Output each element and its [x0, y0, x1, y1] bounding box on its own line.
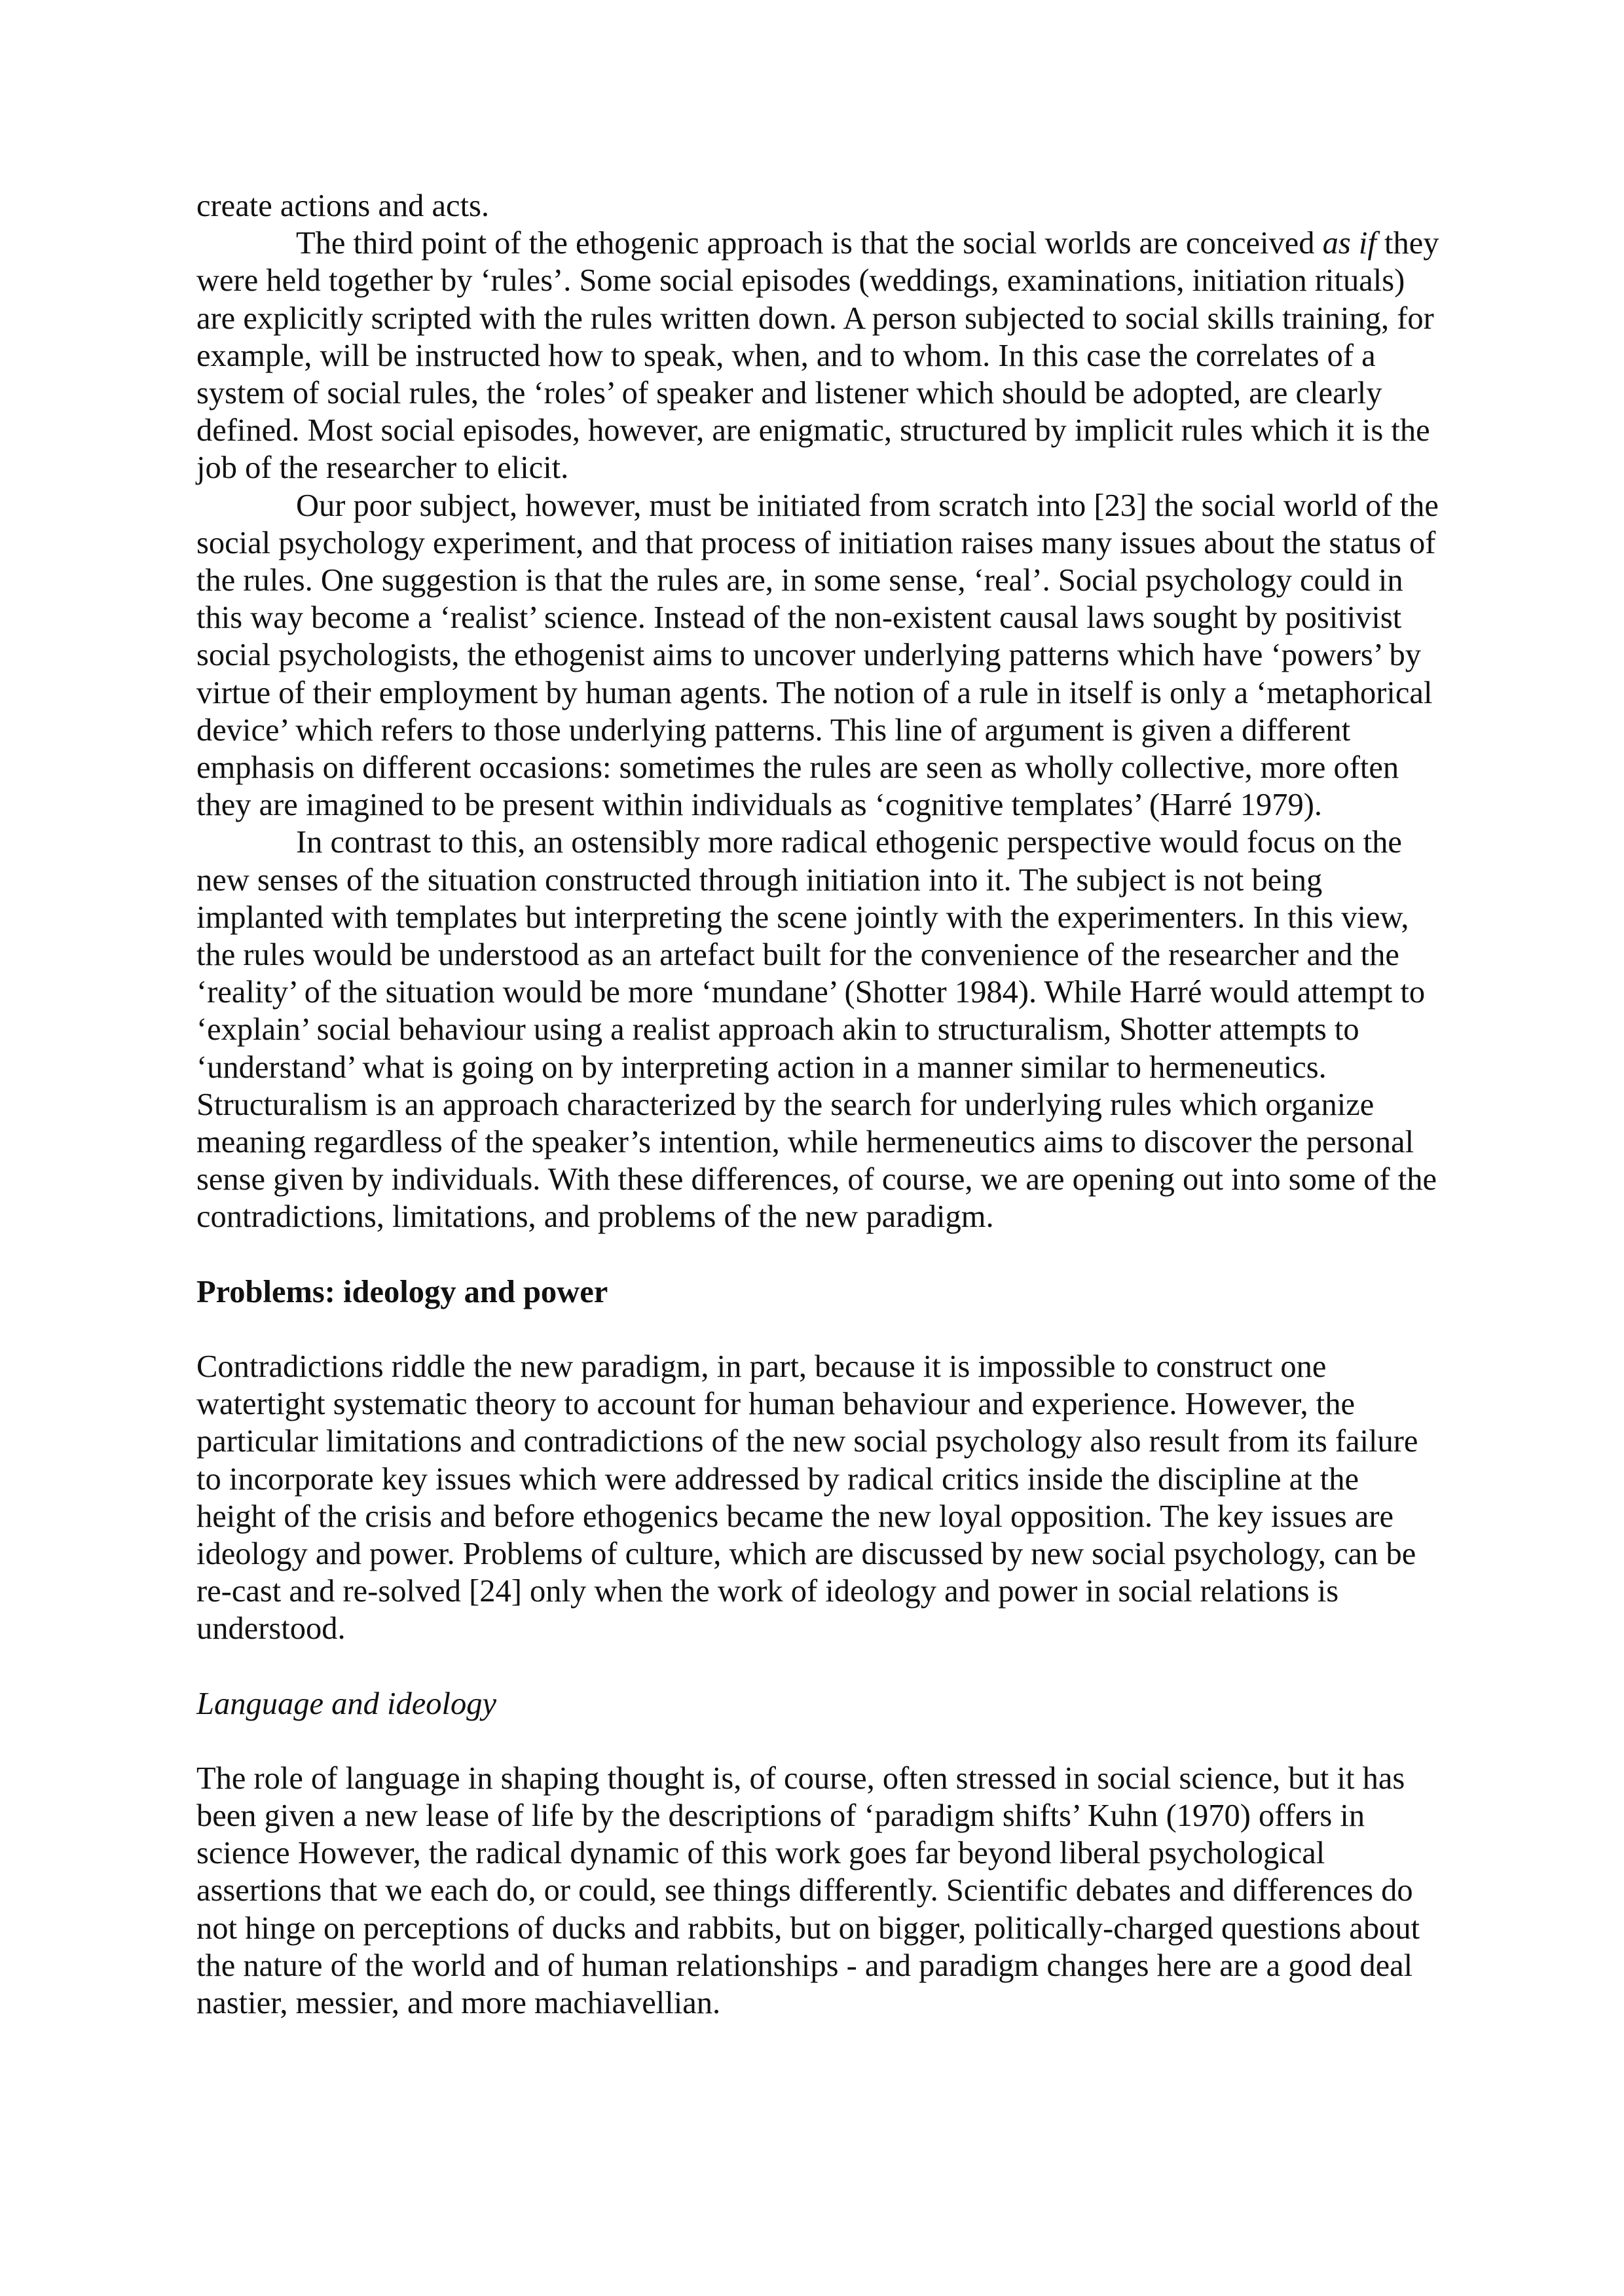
section-heading-ideology-power: Problems: ideology and power [196, 1274, 608, 1309]
paragraph-rules-text-b: they were held together by ‘rules’. Some social episodes (weddings, examinations, initiation rituals) are explicitly scripted with the rules written down. A person subjected to social skills training, for example, will be instructed how to speak, when, and to whom. In this case the correlates of a system of social rules, the ‘roles’ of speaker and listener which should be adopted, are clearly defined. Most social episodes, however, are enigmatic, structured by implicit rules which it is the job of the researcher to elicit. [196, 226, 1439, 486]
paragraph-language: The role of language in shaping thought is, of course, often stressed in social science, but it has been given a new lease of life by the descriptions of ‘paradigm shifts’ Kuhn (1970) offers in science However, the radical dynamic of this work goes far beyond liberal psychological assertions that we each do, or could, see things differently. Scientific debates and differences do not hinge on perceptions of ducks and rabbits, but on bigger, politically-charged questions about the nature of the world and of human relationships - and paradigm changes here are a good deal nastier, messier, and more machiavellian. [196, 1760, 1420, 2020]
paragraph-rules-text-a: The third point of the ethogenic approach is that the social worlds are conceived [296, 226, 1323, 261]
paragraph-radical-ethogenic: In contrast to this, an ostensibly more radical ethogenic perspective would focus on the new senses of the situation constructed through initiation into it. The subject is not being implanted with templates but interpreting the scene jointly with the experimenters. In this view, the rules would be understood as an artefact built for the convenience of the researcher and the ‘reality’ of the situation would be more ‘mundane’ (Shotter 1984). While Harré would attempt to ‘explain’ social behaviour using a realist approach akin to structuralism, Shotter attempts to ‘understand’ what is going on by interpreting action in a manner similar to hermeneutics. Structuralism is an approach characterized by the search for underlying rules which organize meaning regardless of the speaker’s intention, while hermeneutics aims to discover the personal sense given by individuals. With these differences, of course, we are opening out into some of the contradictions, limitations, and problems of the new paradigm. [196, 825, 1437, 1235]
paragraph-contradictions: Contradictions riddle the new paradigm, in part, because it is impossible to construct one watertight systematic theory to account for human behaviour and experience. However, the particular limitations and contradictions of the new social psychology also result from its failure to incorporate key issues which were addressed by radical critics inside the discipline at the height of the crisis and before ethogenics became the new loyal opposition. The key issues are ideology and power. Problems of culture, which are discussed by new social psychology, can be re-cast and re-solved [24] only when the work of ideology and power in social relations is understood. [196, 1349, 1418, 1647]
paragraph-rules-emphasis: as if [1322, 226, 1376, 261]
paragraph-rules [196, 225, 1441, 486]
subsection-heading-language-ideology: Language and ideology [196, 1686, 497, 1721]
page-body [196, 187, 1441, 2022]
paragraph-continuation: create actions and acts. [196, 189, 490, 223]
paragraph-realist: Our poor subject, however, must be initiated from scratch into [23] the social world of the social psychology experiment, and that process of initiation raises many issues about the status of the rules. One suggestion is that the rules are, in some sense, ‘real’. Social psychology could in this way become a ‘realist’ science. Instead of the non-existent causal laws sought by positivist social psychologists, the ethogenist aims to uncover underlying patterns which have ‘powers’ by virtue of their employment by human agents. The notion of a rule in itself is only a ‘metaphorical device’ which refers to those underlying patterns. This line of argument is given a different emphasis on different occasions: sometimes the rules are seen as wholly collective, more often they are imagined to be present within individuals as ‘cognitive templates’ (Harré 1979). [196, 488, 1439, 823]
